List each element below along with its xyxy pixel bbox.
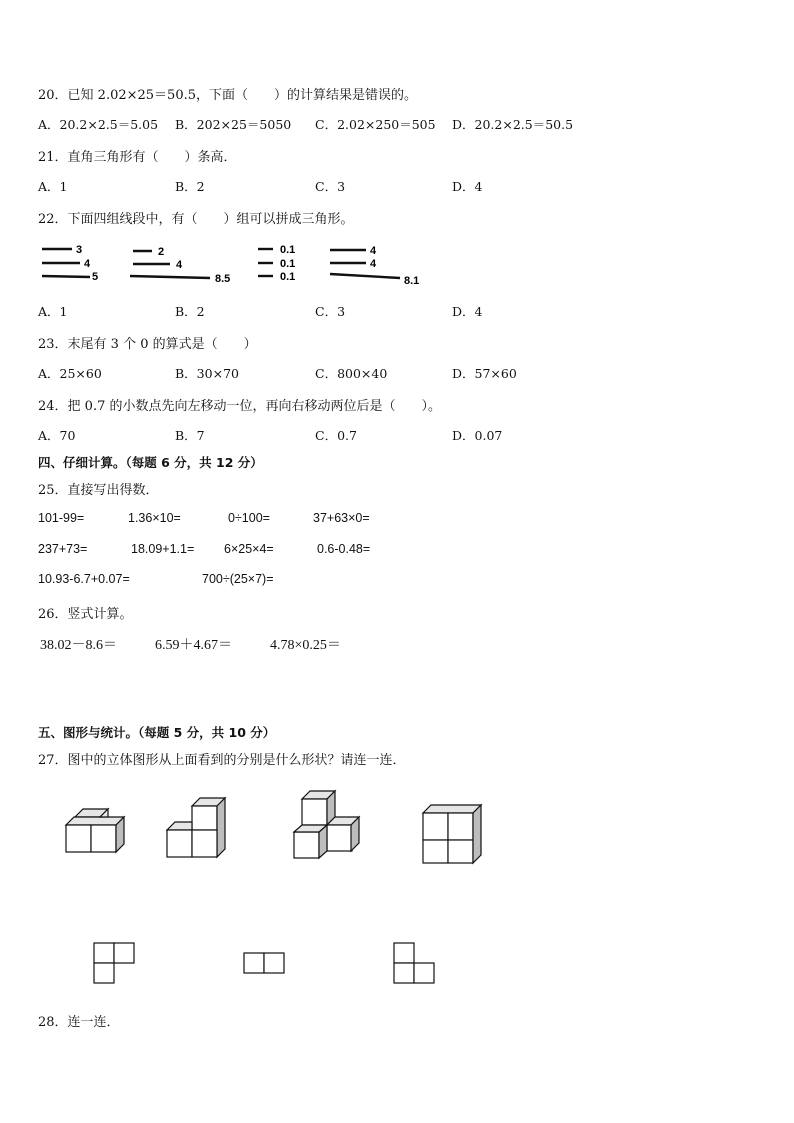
q23-stem: 23．末尾有 3 个 0 的算式是（ ）: [38, 337, 257, 352]
q24-option-d: D．0.07: [452, 428, 503, 443]
top-view-1: [94, 943, 134, 983]
q24-stem: 24．把 0.7 的小数点先向左移动一位，再向右移动两位后是（ ）。: [38, 399, 441, 414]
q21-option-c: C．3: [315, 179, 346, 194]
q25-item: 101-99=: [38, 511, 85, 525]
solid-figure-4: [423, 805, 481, 863]
segment-label: 4: [370, 245, 377, 257]
q23-option-d: D．57×60: [452, 366, 517, 381]
segment-group-4: [330, 245, 419, 287]
q25-item: 18.09+1.1=: [131, 542, 195, 556]
q25-item: 10.93-6.7+0.07=: [38, 572, 130, 586]
solid-figure-3: [294, 791, 359, 858]
segment-label: 0.1: [280, 244, 296, 256]
q21-option-b: B．2: [175, 179, 205, 194]
q20-option-d: D．20.2×2.5＝50.5: [452, 117, 574, 132]
q21-option-d: D．4: [452, 179, 483, 194]
q25-item: 0÷100=: [228, 511, 270, 525]
q22-option-a: A．1: [38, 304, 68, 319]
q22-option-d: D．4: [452, 304, 483, 319]
section-5-heading: 五、图形与统计。（每题 5 分，共 10 分）: [38, 725, 276, 740]
q20-option-c: C．2.02×250＝505: [315, 117, 436, 132]
segment-label: 4: [370, 258, 377, 270]
q28-stem: 28．连一连．: [38, 1015, 120, 1030]
q27-stem: 27．图中的立体图形从上面看到的分别是什么形状？请连一连．: [38, 753, 406, 768]
q22-option-b: B．2: [175, 304, 205, 319]
segment-group-1: [42, 244, 98, 283]
segment-label: 8.1: [404, 275, 420, 287]
q20-option-b: B．202×25＝5050: [175, 117, 292, 132]
q26-item: 6.59＋4.67＝: [155, 638, 232, 653]
q20-stem: 20．已知 2.02×25＝50.5，下面（ ）的计算结果是错误的。: [38, 88, 417, 103]
top-view-2: [244, 953, 284, 973]
q27-solid-figures: [0, 780, 794, 880]
q22-stem: 22．下面四组线段中，有（ ）组可以拼成三角形。: [38, 212, 354, 227]
q25-item: 237+73=: [38, 542, 88, 556]
q23-option-c: C．800×40: [315, 366, 388, 381]
q22-option-c: C．3: [315, 304, 346, 319]
solid-figure-1: [66, 809, 124, 852]
top-view-3: [394, 943, 434, 983]
section-4-heading: 四、仔细计算。（每题 6 分，共 12 分）: [38, 455, 263, 470]
segment-label: 2: [158, 246, 165, 258]
q23-option-b: B．30×70: [175, 366, 239, 381]
q25-item: 0.6-0.48=: [317, 542, 371, 556]
q26-stem: 26．竖式计算。: [38, 607, 133, 622]
segment-group-3: [258, 244, 295, 283]
q27-top-views: [0, 940, 794, 990]
q20-option-a: A．20.2×2.5＝5.05: [38, 117, 159, 132]
segment-label: 8.5: [215, 273, 231, 285]
q24-option-a: A．70: [38, 428, 76, 443]
segment-label: 0.1: [280, 258, 296, 270]
q25-stem: 25．直接写出得数．: [38, 483, 159, 498]
q21-option-a: A．1: [38, 179, 68, 194]
q24-option-c: C．0.7: [315, 428, 357, 443]
segment-label: 4: [176, 259, 183, 271]
segment-label: 4: [84, 258, 91, 270]
q26-item: 38.02－8.6＝: [40, 638, 117, 653]
q25-item: 1.36×10=: [128, 511, 181, 525]
q21-stem: 21．直角三角形有（ ）条高．: [38, 150, 237, 165]
segment-label: 0.1: [280, 271, 296, 283]
q23-option-a: A．25×60: [38, 366, 102, 381]
q22-segment-figure: [0, 236, 794, 292]
q24-option-b: B．7: [175, 428, 205, 443]
q26-item: 4.78×0.25＝: [270, 638, 341, 653]
solid-figure-2: [167, 798, 225, 857]
q25-item: 37+63×0=: [313, 511, 370, 525]
segment-label: 3: [76, 244, 83, 256]
q25-item: 6×25×4=: [224, 542, 274, 556]
segment-group-2: [130, 246, 230, 285]
segment-label: 5: [92, 271, 99, 283]
q25-item: 700÷(25×7)=: [202, 572, 274, 586]
